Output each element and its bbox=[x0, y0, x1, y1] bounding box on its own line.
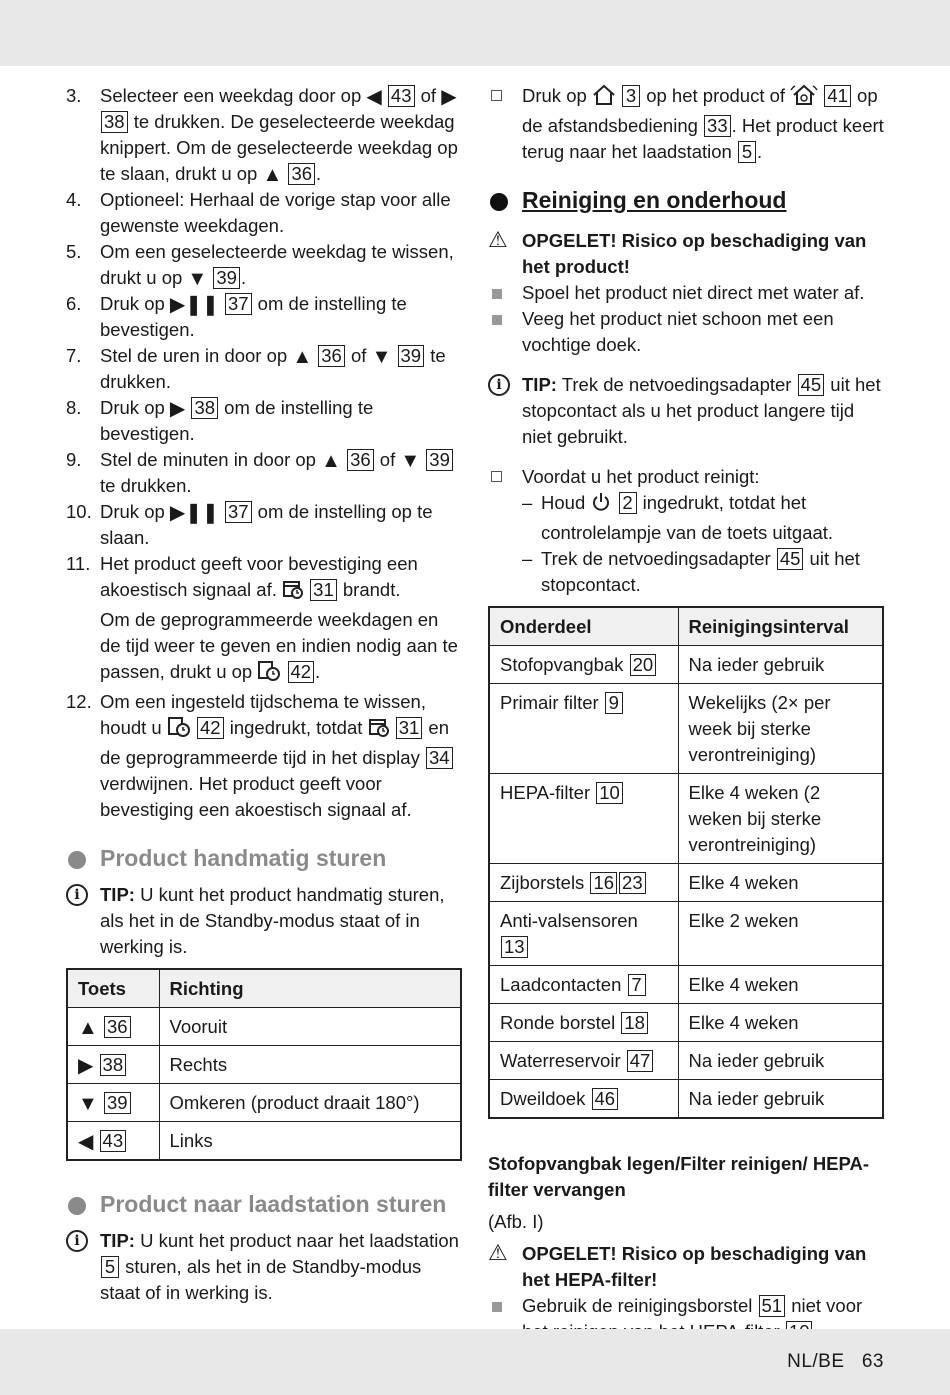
up-triangle-icon: ▲ bbox=[262, 164, 283, 186]
list-item: 5. Om een geselecteerde weekdag te wissen, drukt u op ▼ 39 . bbox=[66, 241, 454, 290]
checkbox-bullet bbox=[491, 90, 502, 101]
ref-number: 5 bbox=[101, 1256, 119, 1278]
ref-number: 7 bbox=[628, 974, 646, 996]
ref-number: 23 bbox=[619, 872, 646, 894]
ref-number: 45 bbox=[777, 548, 804, 570]
ref-number: 45 bbox=[798, 374, 825, 396]
square-bullet bbox=[492, 1302, 502, 1312]
ref-number: 13 bbox=[501, 936, 528, 958]
ref-number: 46 bbox=[592, 1088, 619, 1110]
section-bullet bbox=[68, 851, 86, 869]
schedule-button-icon bbox=[167, 716, 191, 745]
table-header-row bbox=[489, 607, 883, 646]
down-triangle-icon: ▼ bbox=[78, 1093, 98, 1115]
home-remote-icon bbox=[790, 84, 818, 113]
ref-number: 39 bbox=[104, 1092, 131, 1114]
ref-number: 39 bbox=[398, 345, 425, 367]
ref-number: 43 bbox=[388, 85, 415, 107]
list-item: 11. Het product geeft voor bevestiging een akoestisch signaal af. 31 brandt. Om de geprogrammeerde weekdagen en de tijd weer te geven en indien nodig aan te passen, drukt u op 42 . bbox=[66, 551, 462, 689]
ref-number: 3 bbox=[622, 85, 640, 107]
page-number: 63 bbox=[861, 1351, 884, 1372]
table-header-cell: Onderdeel bbox=[489, 607, 678, 646]
ref-number: 9 bbox=[605, 692, 623, 714]
warning-icon: ⚠ bbox=[488, 227, 508, 252]
cleaning-interval-table bbox=[488, 606, 884, 1119]
table-row: Zijborstels 16 23 Elke 4 weken bbox=[489, 864, 883, 902]
ref-number: 51 bbox=[759, 1295, 786, 1317]
play-pause-icon: ▶❚❚ bbox=[169, 502, 219, 524]
list-item: 6. Druk op ▶❚❚ 37 om de instelling te bevestigen. bbox=[66, 293, 407, 340]
list-item: 7. Stel de uren in door op ▲ 36 of ▼ 39 te drukken. bbox=[66, 345, 446, 392]
down-triangle-icon: ▼ bbox=[371, 346, 392, 368]
list-item: 10. Druk op ▶❚❚ 37 om de instelling op te slaan. bbox=[66, 501, 433, 548]
ref-number: 38 bbox=[101, 111, 128, 133]
ref-number: 34 bbox=[426, 747, 453, 769]
schedule-icon bbox=[368, 716, 390, 745]
ref-number: 36 bbox=[318, 345, 345, 367]
right-triangle-icon: ▶ bbox=[169, 398, 186, 420]
table-row: ▲ 36 Vooruit bbox=[67, 1008, 461, 1046]
down-triangle-icon: ▼ bbox=[187, 268, 208, 290]
play-pause-icon: ▶❚❚ bbox=[169, 294, 219, 316]
left-triangle-icon: ◀ bbox=[78, 1131, 94, 1153]
table-row: Stofopvangbak 20 Na ieder gebruik bbox=[489, 646, 883, 684]
down-triangle-icon: ▼ bbox=[400, 450, 421, 472]
list-item: 8. Druk op ▶ 38 om de instelling te bevestigen. bbox=[66, 397, 374, 444]
square-bullet bbox=[492, 289, 502, 299]
ref-number: 43 bbox=[100, 1130, 127, 1152]
list-item: – Houd 2 ingedrukt, totdat het controlelampje van de toets uitgaat. bbox=[522, 492, 834, 543]
table-header-cell: Reinigingsinterval bbox=[678, 607, 883, 646]
ref-number: 10 bbox=[596, 782, 623, 804]
table-row: Dweildoek 46 Na ieder gebruik bbox=[489, 1080, 883, 1119]
steps-list bbox=[66, 83, 462, 823]
table-row: Primair filter 9 Wekelijks (2× per week bij sterke verontreiniging) bbox=[489, 684, 883, 774]
section-title-dock: Product naar laadstation sturen bbox=[66, 1189, 462, 1220]
section-bullet bbox=[490, 193, 508, 211]
ref-number: 41 bbox=[824, 85, 851, 107]
ref-number: 20 bbox=[630, 654, 657, 676]
ref-number: 39 bbox=[426, 449, 453, 471]
schedule-button-icon bbox=[257, 660, 281, 689]
table-row: Ronde borstel 18 Elke 4 weken bbox=[489, 1004, 883, 1042]
power-icon bbox=[590, 491, 612, 520]
table-row: ▼ 39 Omkeren (product draait 180°) bbox=[67, 1084, 461, 1122]
up-triangle-icon: ▲ bbox=[78, 1017, 98, 1039]
ref-number: 31 bbox=[310, 579, 337, 601]
ref-number: 42 bbox=[288, 661, 315, 683]
right-triangle-icon: ▶ bbox=[441, 86, 457, 108]
ref-number: 42 bbox=[197, 717, 224, 739]
ref-number: 33 bbox=[704, 115, 731, 137]
ref-number: 37 bbox=[225, 293, 252, 315]
table-row: Laadcontacten 7 Elke 4 weken bbox=[489, 966, 883, 1004]
schedule-icon bbox=[282, 578, 304, 607]
instruction-item: Voordat u het product reinigt: bbox=[488, 464, 884, 490]
page-footer: NL/BE 63 bbox=[787, 1351, 884, 1372]
list-item: Veeg het product niet schoon met een vochtige doek. bbox=[488, 306, 884, 358]
list-item: 3. Selecteer een weekdag door op ◀ 43 of ▶ 38 te drukken. De geselecteerde weekdag knippert. Om de geselecteerde weekdag op te slaan, drukt u op ▲ 36 . bbox=[66, 85, 458, 186]
section-title-cleaning: Reiniging en onderhoud bbox=[488, 185, 884, 216]
left-column bbox=[66, 83, 462, 1306]
ref-number: 39 bbox=[213, 267, 240, 289]
top-band bbox=[0, 0, 950, 66]
list-item: Gebruik de reinigingsborstel 51 niet voor bbox=[488, 1293, 884, 1345]
list-item: 12. Om een ingesteld tijdschema te wissen, houdt u 42 ingedrukt, totdat 31 en de geprogrammeerde tijd in het display 34 verdwijnen. Het product geeft voor bevestiging een akoestisch signaal af. bbox=[66, 689, 462, 823]
up-triangle-icon: ▲ bbox=[321, 450, 341, 472]
right-column bbox=[488, 83, 884, 1345]
list-item: Spoel het product niet direct met water af. bbox=[488, 280, 884, 306]
info-icon: i bbox=[66, 884, 88, 906]
table-header-row bbox=[67, 969, 461, 1008]
ref-number: 2 bbox=[619, 492, 637, 514]
ref-number: 5 bbox=[738, 141, 756, 163]
ref-number: 36 bbox=[288, 163, 315, 185]
section-title-manual: Product handmatig sturen bbox=[66, 843, 462, 874]
tip-dock: i TIP: U kunt het product naar het laadstation 5 sturen, als het in de Standby-modus staat of in werking is. bbox=[66, 1228, 462, 1306]
ref-number: 38 bbox=[100, 1054, 127, 1076]
info-icon: i bbox=[66, 1230, 88, 1252]
ref-number: 18 bbox=[621, 1012, 648, 1034]
table-row: Waterreservoir 47 Na ieder gebruik bbox=[489, 1042, 883, 1080]
square-bullet bbox=[492, 315, 502, 325]
ref-number: 31 bbox=[396, 717, 423, 739]
table-row: ◀ 43 Links bbox=[67, 1122, 461, 1161]
checkbox-bullet bbox=[491, 471, 502, 482]
subsection-title: Stofopvangbak legen/Filter reinigen/ HEPA-filter vervangen bbox=[488, 1153, 870, 1200]
table-header-cell: Toets bbox=[67, 969, 159, 1008]
manual-control-table bbox=[66, 968, 462, 1161]
left-triangle-icon: ◀ bbox=[366, 86, 382, 108]
ref-number: 16 bbox=[590, 872, 617, 894]
right-triangle-icon: ▶ bbox=[78, 1055, 94, 1077]
warning-hepa: ⚠ OPGELET! Risico op beschadiging van het HEPA-filter! bbox=[488, 1240, 867, 1290]
table-row: ▶ 38 Rechts bbox=[67, 1046, 461, 1084]
list-item: 4. Optioneel: Herhaal de vorige stap voor alle gewenste weekdagen. bbox=[66, 189, 451, 236]
tip-manual: i TIP: U kunt het product handmatig sturen, als het in de Standby-modus staat of in werking is. bbox=[66, 882, 462, 960]
ref-number: 36 bbox=[104, 1016, 131, 1038]
warning-icon: ⚠ bbox=[488, 1240, 508, 1265]
up-triangle-icon: ▲ bbox=[292, 346, 313, 368]
list-item: 9. Stel de minuten in door op ▲ 36 of ▼ 39 te drukken. bbox=[66, 447, 462, 499]
table-row: HEPA-filter 10 Elke 4 weken (2 weken bij sterke verontreiniging) bbox=[489, 774, 883, 864]
ref-number: 36 bbox=[347, 449, 374, 471]
list-item: – Trek de netvoedingsadapter 45 uit het stopcontact. bbox=[522, 548, 860, 595]
figure-reference: (Afb. I) bbox=[488, 1211, 544, 1232]
section-bullet bbox=[68, 1197, 86, 1215]
table-row: Anti-valsensoren 13 Elke 2 weken bbox=[489, 902, 883, 966]
home-icon bbox=[592, 84, 616, 113]
table-header-cell: Richting bbox=[159, 969, 461, 1008]
info-icon: i bbox=[488, 374, 510, 396]
ref-number: 37 bbox=[225, 501, 252, 523]
ref-number: 38 bbox=[191, 397, 218, 419]
instruction-item: Druk op 3 op het product of 41 op de afstandsbediening 33 . Het product keert terug naar het laadstation 5 . bbox=[488, 83, 884, 165]
tip-adapter: i TIP: Trek de netvoedingsadapter 45 uit het stopcontact als u het product langere tijd niet gebruikt. bbox=[488, 372, 884, 450]
ref-number: 47 bbox=[627, 1050, 654, 1072]
warning-product: ⚠ OPGELET! Risico op beschadiging van het product! bbox=[488, 227, 867, 277]
